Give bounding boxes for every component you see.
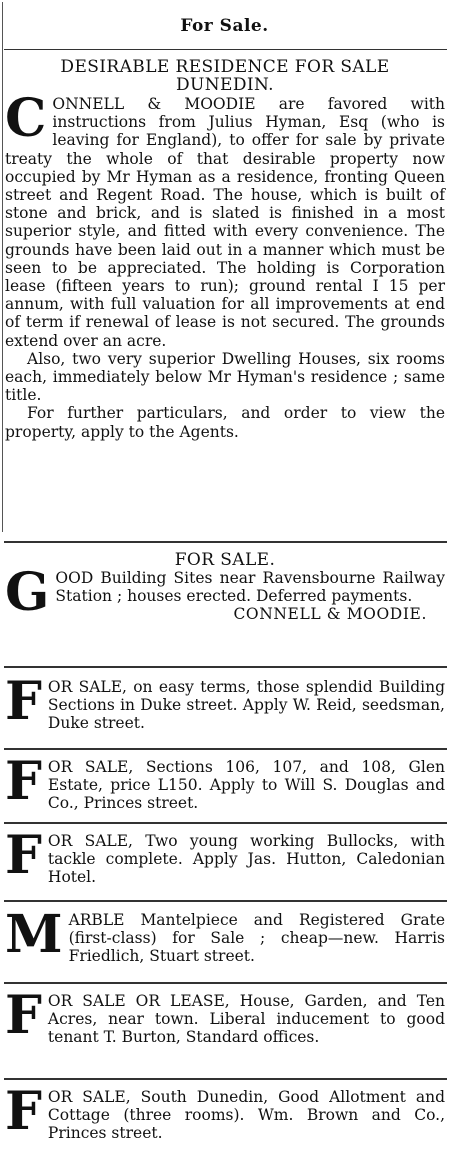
ad-south-dunedin (5, 1081, 445, 1143)
ad-text: OR SALE, Two young working Bullocks, with tackle complete. Apply Jas. Hutton, Caledonian Hotel. (47, 832, 445, 887)
divider (4, 822, 447, 824)
divider (4, 1078, 447, 1080)
ad-body (5, 985, 445, 1047)
drop-cap: F (5, 751, 42, 812)
ad-text: ARBLE Mantelpiece and Registered Grate (first-class) for Sale ; cheap—new. Harris Friedlich, Stuart street. (68, 911, 445, 966)
divider (4, 541, 447, 543)
ad-text: OR SALE, on easy terms, those splendid Building Sections in Duke street. Apply W. Reid, seedsman, Duke street. (47, 678, 445, 733)
ad-body (5, 88, 445, 350)
ad-body (5, 751, 445, 813)
drop-cap: F (5, 985, 42, 1046)
ad-body (5, 671, 445, 733)
section-heading: For Sale. (180, 16, 269, 36)
ad-body (5, 1081, 445, 1143)
ad-text: OR SALE, South Dunedin, Good Allotment and Cottage (three rooms). Wm. Brown and Co., Princes street. (47, 1088, 445, 1143)
ad-title: FOR SALE. (174, 550, 276, 570)
ad-text: OR SALE OR LEASE, House, Garden, and Ten Acres, near town. Liberal inducement to good tenant T. Burton, Standard offices. (47, 992, 445, 1047)
ad-body (5, 904, 445, 966)
ad-text: OR SALE, Sections 106, 107, and 108, Glen Estate, price L150. Apply to Will S. Douglas and Co., Princes street. (47, 758, 445, 813)
divider (4, 49, 447, 50)
ad-building-sites (5, 551, 445, 624)
ad-text: OOD Building Sites near Ravensbourne Railway Station ; houses erected. Deferred payments. (55, 569, 445, 606)
ad-bullocks (5, 825, 445, 887)
ad-paragraph: For further particulars, and order to view the property, apply to the Agents. (5, 404, 445, 441)
ad-body (5, 825, 445, 887)
drop-cap: F (5, 825, 42, 886)
ad-duke-street (5, 671, 445, 733)
divider (4, 666, 447, 668)
ad-subtitle: DUNEDIN. (176, 75, 274, 95)
ad-signature: CONNELL & MOODIE. (233, 605, 427, 624)
drop-cap: G (5, 562, 50, 623)
ad-mantelpiece (5, 904, 445, 966)
drop-cap: M (5, 904, 63, 965)
ad-paragraph: Also, two very superior Dwelling Houses, six rooms each, immediately below Mr Hyman's residence ; same title. (5, 349, 445, 405)
drop-cap: C (5, 88, 47, 149)
column-border (2, 2, 3, 532)
ad-desirable-residence (5, 58, 445, 441)
drop-cap: F (5, 671, 42, 732)
ad-text: ONNELL & MOODIE are favored with instructions from Julius Hyman, Esq (who is leaving for England), to offer for sale by private treaty the whole of that desirable property now occupied by Mr Hyman as a residence, fronting Queen street and Regent Road. The house, which is built of stone and brick, and is slated is finished in a most superior style, and fitted with every convenience. The grounds have been laid out in a manner which must be seen to be appreciated. The holding is Corporation lease (fifteen years to run); ground rental I 15 per annum, with full valuation for all improvements at end of term if renewal of lease is not secured. The grounds extend over an acre. (5, 95, 445, 350)
divider (4, 748, 447, 750)
drop-cap: F (5, 1081, 42, 1142)
ad-glen-estate (5, 751, 445, 813)
ad-lease-house (5, 985, 445, 1047)
divider (4, 982, 447, 984)
ad-title: DESIRABLE RESIDENCE FOR SALE (60, 57, 390, 77)
divider (4, 900, 447, 902)
